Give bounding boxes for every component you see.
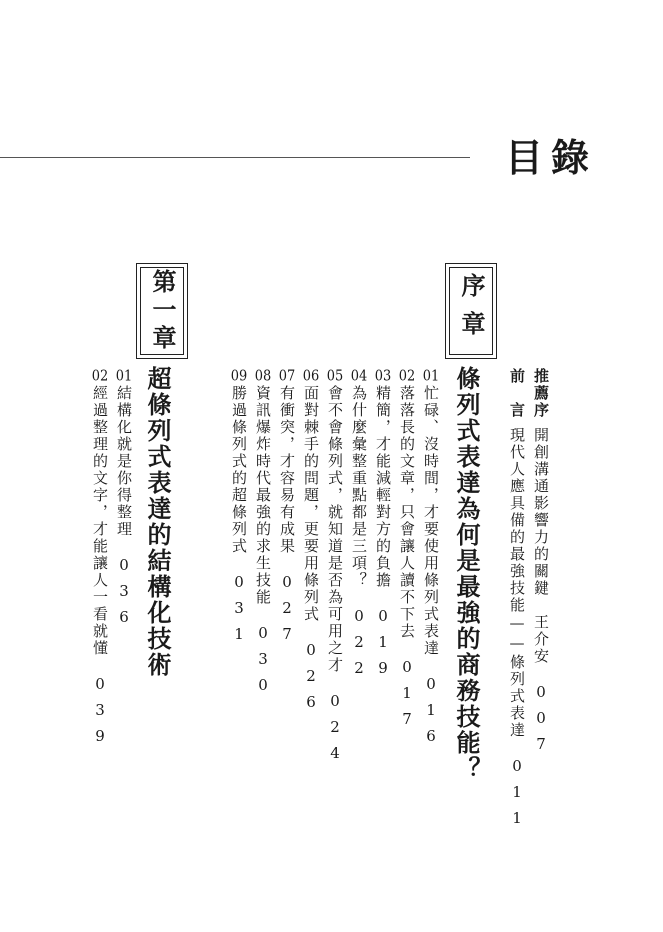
entry-number: 07: [278, 368, 296, 383]
entry-page: 039: [91, 675, 109, 753]
entry-page: 024: [326, 692, 344, 770]
entry-page: 030: [254, 624, 272, 702]
entry-text: 精簡，才能減輕對方的負擔: [374, 385, 392, 589]
toc-entry[interactable]: [90, 368, 110, 753]
entry-number: 01: [422, 368, 440, 383]
toc-entry[interactable]: [397, 368, 417, 736]
toc-entry[interactable]: [421, 368, 441, 753]
entry-number: 03: [374, 368, 392, 383]
entry-text: 忙碌、沒時間，才要使用條列式表達: [422, 385, 440, 657]
entry-text: 會不會條列式，就知道是否為可用之才: [326, 385, 344, 674]
preface-text: 現代人應具備的最強技能——條列式表達: [508, 427, 526, 739]
chapter1-label-box: [136, 263, 188, 359]
toc-entry-foreword[interactable]: [531, 368, 551, 761]
entry-text: 有衝突，才容易有成果: [278, 385, 296, 555]
page-title: 目錄: [505, 135, 598, 180]
entry-page: 022: [350, 607, 368, 685]
entry-text: 勝過條列式的超條列式: [230, 385, 248, 555]
foreword-label: 推薦序: [532, 368, 550, 419]
toc-entry-preface[interactable]: [507, 368, 527, 835]
foreword-text: 開創溝通影響力的關鍵 王介安: [532, 427, 550, 665]
entry-number: 04: [350, 368, 368, 383]
entry-page: 017: [398, 658, 416, 736]
entry-page: 019: [374, 607, 392, 685]
prologue-title: 條列式表達為何是最強的商務技能？: [452, 366, 481, 782]
preface-page: 011: [508, 757, 526, 835]
entry-text: 為什麼彙整重點都是三項？: [350, 385, 368, 589]
entry-number: 02: [91, 368, 109, 383]
entry-number: 09: [230, 368, 248, 383]
prologue-label: 序章: [457, 273, 486, 349]
entry-page: 016: [422, 675, 440, 753]
toc-entry[interactable]: [301, 368, 321, 719]
entry-text: 結構化就是你得整理: [115, 385, 133, 538]
entry-page: 027: [278, 573, 296, 651]
foreword-page: 007: [532, 683, 550, 761]
entry-number: 01: [115, 368, 133, 383]
entry-page: 026: [302, 641, 320, 719]
preface-label: 前 言: [508, 368, 526, 419]
toc-entry[interactable]: [349, 368, 369, 685]
toc-entry[interactable]: [229, 368, 249, 651]
entry-text: 落落長的文章，只會讓人讀不下去: [398, 385, 416, 640]
entry-page: 031: [230, 573, 248, 651]
toc-entry[interactable]: [277, 368, 297, 651]
toc-entry[interactable]: [114, 368, 134, 634]
chapter1-label: 第一章: [148, 269, 177, 353]
entry-number: 08: [254, 368, 272, 383]
entry-page: 036: [115, 556, 133, 634]
title-rule: [0, 157, 470, 158]
chapter1-title: 超條列式表達的結構化技術: [143, 366, 172, 678]
entry-text: 資訊爆炸時代最強的求生技能: [254, 385, 272, 606]
toc-entry[interactable]: [325, 368, 345, 770]
entry-number: 06: [302, 368, 320, 383]
prologue-label-box: [445, 263, 497, 359]
entry-number: 02: [398, 368, 416, 383]
entry-text: 面對棘手的問題，更要用條列式: [302, 385, 320, 623]
toc-entry[interactable]: [373, 368, 393, 685]
entry-text: 經過整理的文字，才能讓人一看就懂: [91, 385, 109, 657]
toc-entry[interactable]: [253, 368, 273, 702]
entry-number: 05: [326, 368, 344, 383]
